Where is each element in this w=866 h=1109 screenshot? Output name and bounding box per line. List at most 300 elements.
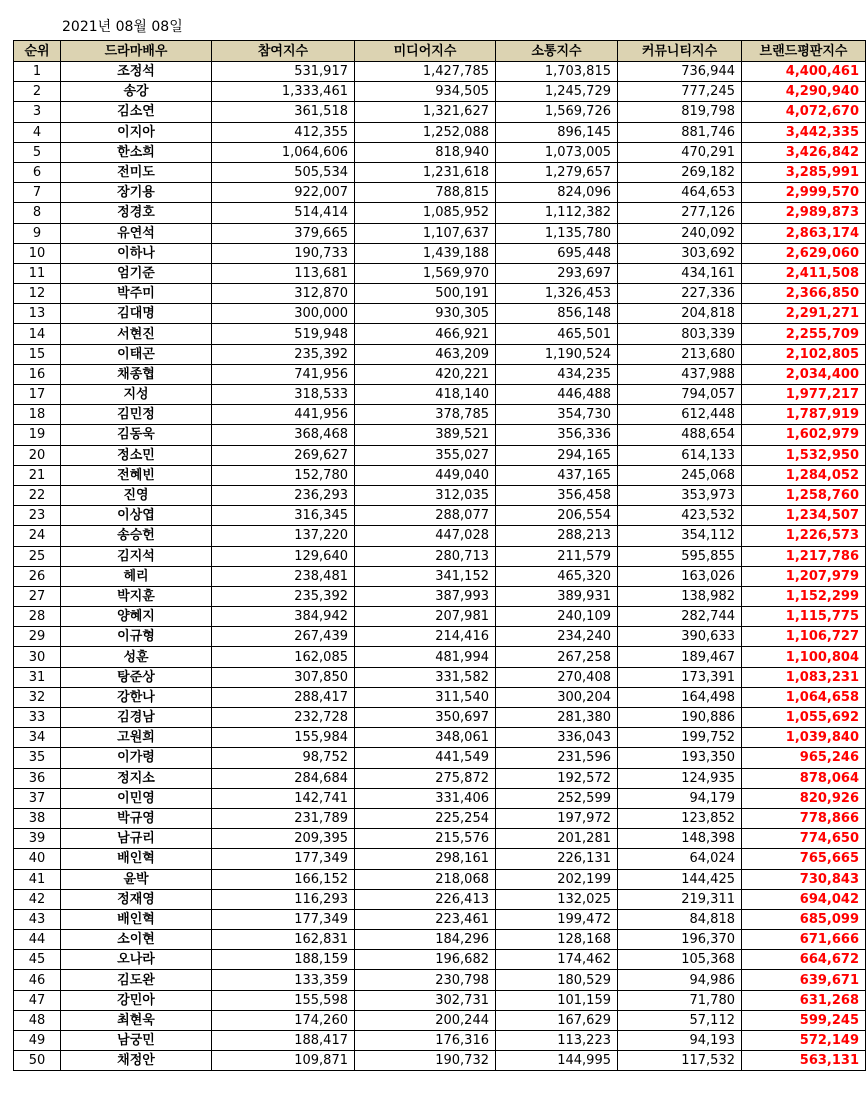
media-cell: 788,815	[355, 183, 496, 203]
community-cell: 736,944	[618, 62, 742, 82]
participation-cell: 235,392	[212, 586, 355, 606]
table-row	[14, 162, 866, 182]
brand-index-cell: 2,863,174	[742, 223, 866, 243]
rank-cell: 14	[14, 324, 61, 344]
brand-index-cell: 1,532,950	[742, 445, 866, 465]
table-row	[14, 243, 866, 263]
header-media: 미디어지수	[355, 41, 496, 62]
participation-cell: 412,355	[212, 122, 355, 142]
participation-cell: 384,942	[212, 607, 355, 627]
brand-index-cell: 664,672	[742, 950, 866, 970]
brand-index-cell: 820,926	[742, 788, 866, 808]
media-cell: 1,427,785	[355, 62, 496, 82]
communication-cell: 197,972	[496, 808, 618, 828]
communication-cell: 695,448	[496, 243, 618, 263]
brand-index-cell: 671,666	[742, 930, 866, 950]
table-row	[14, 768, 866, 788]
community-cell: 303,692	[618, 243, 742, 263]
media-cell: 348,061	[355, 728, 496, 748]
brand-index-cell: 1,787,919	[742, 405, 866, 425]
media-cell: 298,161	[355, 849, 496, 869]
table-row	[14, 183, 866, 203]
actor-name-cell: 송승헌	[61, 526, 212, 546]
rank-cell: 27	[14, 586, 61, 606]
rank-cell: 25	[14, 546, 61, 566]
participation-cell: 137,220	[212, 526, 355, 546]
communication-cell: 336,043	[496, 728, 618, 748]
rank-cell: 42	[14, 889, 61, 909]
media-cell: 275,872	[355, 768, 496, 788]
participation-cell: 1,333,461	[212, 82, 355, 102]
brand-index-cell: 774,650	[742, 829, 866, 849]
participation-cell: 235,392	[212, 344, 355, 364]
actor-name-cell: 김민정	[61, 405, 212, 425]
rank-cell: 9	[14, 223, 61, 243]
table-row	[14, 788, 866, 808]
rank-cell: 23	[14, 506, 61, 526]
communication-cell: 1,279,657	[496, 162, 618, 182]
communication-cell: 1,112,382	[496, 203, 618, 223]
table-row	[14, 829, 866, 849]
brand-index-cell: 563,131	[742, 1051, 866, 1071]
actor-name-cell: 김경남	[61, 708, 212, 728]
brand-index-cell: 4,400,461	[742, 62, 866, 82]
table-header-row	[14, 41, 866, 62]
community-cell: 117,532	[618, 1051, 742, 1071]
table-row	[14, 364, 866, 384]
brand-index-cell: 2,629,060	[742, 243, 866, 263]
communication-cell: 128,168	[496, 930, 618, 950]
communication-cell: 354,730	[496, 405, 618, 425]
brand-index-cell: 639,671	[742, 970, 866, 990]
community-cell: 227,336	[618, 284, 742, 304]
communication-cell: 389,931	[496, 586, 618, 606]
table-row	[14, 849, 866, 869]
participation-cell: 142,741	[212, 788, 355, 808]
communication-cell: 231,596	[496, 748, 618, 768]
rank-cell: 12	[14, 284, 61, 304]
communication-cell: 294,165	[496, 445, 618, 465]
communication-cell: 144,995	[496, 1051, 618, 1071]
table-row	[14, 869, 866, 889]
community-cell: 189,467	[618, 647, 742, 667]
community-cell: 148,398	[618, 829, 742, 849]
media-cell: 449,040	[355, 465, 496, 485]
actor-name-cell: 성훈	[61, 647, 212, 667]
community-cell: 164,498	[618, 687, 742, 707]
table-row	[14, 950, 866, 970]
brand-index-cell: 765,665	[742, 849, 866, 869]
header-brand-index: 브랜드평판지수	[742, 41, 866, 62]
table-row	[14, 62, 866, 82]
rank-cell: 11	[14, 263, 61, 283]
actor-name-cell: 채종협	[61, 364, 212, 384]
report-date: 2021년 08월 08일	[62, 19, 183, 35]
community-cell: 354,112	[618, 526, 742, 546]
communication-cell: 101,159	[496, 990, 618, 1010]
participation-cell: 505,534	[212, 162, 355, 182]
communication-cell: 465,320	[496, 566, 618, 586]
table-body	[14, 62, 866, 1071]
brand-index-cell: 1,226,573	[742, 526, 866, 546]
community-cell: 470,291	[618, 142, 742, 162]
participation-cell: 238,481	[212, 566, 355, 586]
brand-index-cell: 1,100,804	[742, 647, 866, 667]
media-cell: 1,439,188	[355, 243, 496, 263]
brand-index-cell: 2,034,400	[742, 364, 866, 384]
actor-name-cell: 채정안	[61, 1051, 212, 1071]
brand-index-cell: 1,977,217	[742, 385, 866, 405]
participation-cell: 741,956	[212, 364, 355, 384]
participation-cell: 231,789	[212, 808, 355, 828]
table-row	[14, 284, 866, 304]
communication-cell: 192,572	[496, 768, 618, 788]
participation-cell: 209,395	[212, 829, 355, 849]
brand-reputation-table	[13, 40, 866, 1071]
actor-name-cell: 이민영	[61, 788, 212, 808]
rank-cell: 35	[14, 748, 61, 768]
media-cell: 1,231,618	[355, 162, 496, 182]
actor-name-cell: 서현진	[61, 324, 212, 344]
participation-cell: 113,681	[212, 263, 355, 283]
participation-cell: 307,850	[212, 667, 355, 687]
actor-name-cell: 송강	[61, 82, 212, 102]
participation-cell: 514,414	[212, 203, 355, 223]
communication-cell: 356,458	[496, 485, 618, 505]
participation-cell: 116,293	[212, 889, 355, 909]
actor-name-cell: 남궁민	[61, 1031, 212, 1051]
rank-cell: 18	[14, 405, 61, 425]
rank-cell: 31	[14, 667, 61, 687]
table-row	[14, 728, 866, 748]
brand-index-cell: 965,246	[742, 748, 866, 768]
actor-name-cell: 전미도	[61, 162, 212, 182]
actor-name-cell: 김소연	[61, 102, 212, 122]
media-cell: 200,244	[355, 1010, 496, 1030]
actor-name-cell: 소이현	[61, 930, 212, 950]
rank-cell: 47	[14, 990, 61, 1010]
community-cell: 881,746	[618, 122, 742, 142]
brand-index-cell: 2,102,805	[742, 344, 866, 364]
actor-name-cell: 남규리	[61, 829, 212, 849]
media-cell: 226,413	[355, 889, 496, 909]
rank-cell: 7	[14, 183, 61, 203]
brand-index-cell: 1,258,760	[742, 485, 866, 505]
brand-index-cell: 4,072,670	[742, 102, 866, 122]
media-cell: 1,085,952	[355, 203, 496, 223]
brand-index-cell: 2,291,271	[742, 304, 866, 324]
rank-cell: 36	[14, 768, 61, 788]
participation-cell: 379,665	[212, 223, 355, 243]
rank-cell: 33	[14, 708, 61, 728]
media-cell: 288,077	[355, 506, 496, 526]
rank-cell: 40	[14, 849, 61, 869]
participation-cell: 188,159	[212, 950, 355, 970]
media-cell: 818,940	[355, 142, 496, 162]
rank-cell: 19	[14, 425, 61, 445]
media-cell: 466,921	[355, 324, 496, 344]
participation-cell: 190,733	[212, 243, 355, 263]
brand-index-cell: 3,285,991	[742, 162, 866, 182]
community-cell: 423,532	[618, 506, 742, 526]
media-cell: 176,316	[355, 1031, 496, 1051]
communication-cell: 1,073,005	[496, 142, 618, 162]
table-row	[14, 627, 866, 647]
rank-cell: 26	[14, 566, 61, 586]
brand-index-cell: 2,411,508	[742, 263, 866, 283]
community-cell: 105,368	[618, 950, 742, 970]
actor-name-cell: 탕준상	[61, 667, 212, 687]
table-row	[14, 203, 866, 223]
media-cell: 218,068	[355, 869, 496, 889]
actor-name-cell: 양혜지	[61, 607, 212, 627]
brand-index-cell: 1,083,231	[742, 667, 866, 687]
actor-name-cell: 엄기준	[61, 263, 212, 283]
brand-index-cell: 4,290,940	[742, 82, 866, 102]
actor-name-cell: 김대명	[61, 304, 212, 324]
media-cell: 420,221	[355, 364, 496, 384]
rank-cell: 43	[14, 909, 61, 929]
actor-name-cell: 강한나	[61, 687, 212, 707]
participation-cell: 152,780	[212, 465, 355, 485]
community-cell: 595,855	[618, 546, 742, 566]
brand-index-cell: 1,115,775	[742, 607, 866, 627]
participation-cell: 236,293	[212, 485, 355, 505]
table-row	[14, 748, 866, 768]
communication-cell: 270,408	[496, 667, 618, 687]
community-cell: 94,193	[618, 1031, 742, 1051]
community-cell: 269,182	[618, 162, 742, 182]
rank-cell: 21	[14, 465, 61, 485]
actor-name-cell: 정지소	[61, 768, 212, 788]
media-cell: 441,549	[355, 748, 496, 768]
table-row	[14, 647, 866, 667]
actor-name-cell: 이하나	[61, 243, 212, 263]
participation-cell: 155,984	[212, 728, 355, 748]
rank-cell: 13	[14, 304, 61, 324]
participation-cell: 922,007	[212, 183, 355, 203]
table-row	[14, 324, 866, 344]
media-cell: 312,035	[355, 485, 496, 505]
rank-cell: 1	[14, 62, 61, 82]
table-row	[14, 465, 866, 485]
brand-index-cell: 631,268	[742, 990, 866, 1010]
media-cell: 331,406	[355, 788, 496, 808]
table-row	[14, 122, 866, 142]
header-rank: 순위	[14, 41, 61, 62]
participation-cell: 318,533	[212, 385, 355, 405]
table-row	[14, 344, 866, 364]
rank-cell: 10	[14, 243, 61, 263]
table-row	[14, 566, 866, 586]
participation-cell: 109,871	[212, 1051, 355, 1071]
participation-cell: 368,468	[212, 425, 355, 445]
communication-cell: 281,380	[496, 708, 618, 728]
actor-name-cell: 장기용	[61, 183, 212, 203]
communication-cell: 240,109	[496, 607, 618, 627]
rank-cell: 37	[14, 788, 61, 808]
actor-name-cell: 정경호	[61, 203, 212, 223]
community-cell: 213,680	[618, 344, 742, 364]
communication-cell: 1,703,815	[496, 62, 618, 82]
community-cell: 488,654	[618, 425, 742, 445]
actor-name-cell: 정소민	[61, 445, 212, 465]
media-cell: 196,682	[355, 950, 496, 970]
participation-cell: 162,831	[212, 930, 355, 950]
rank-cell: 50	[14, 1051, 61, 1071]
table-row	[14, 425, 866, 445]
table-row	[14, 263, 866, 283]
media-cell: 447,028	[355, 526, 496, 546]
participation-cell: 531,917	[212, 62, 355, 82]
brand-index-cell: 3,426,842	[742, 142, 866, 162]
actor-name-cell: 고원희	[61, 728, 212, 748]
communication-cell: 211,579	[496, 546, 618, 566]
participation-cell: 288,417	[212, 687, 355, 707]
table-row	[14, 1051, 866, 1071]
participation-cell: 267,439	[212, 627, 355, 647]
actor-name-cell: 한소희	[61, 142, 212, 162]
participation-cell: 269,627	[212, 445, 355, 465]
media-cell: 311,540	[355, 687, 496, 707]
brand-index-cell: 1,152,299	[742, 586, 866, 606]
community-cell: 163,026	[618, 566, 742, 586]
table-row	[14, 526, 866, 546]
brand-index-cell: 2,366,850	[742, 284, 866, 304]
table-row	[14, 304, 866, 324]
communication-cell: 446,488	[496, 385, 618, 405]
community-cell: 437,988	[618, 364, 742, 384]
participation-cell: 316,345	[212, 506, 355, 526]
brand-index-cell: 1,217,786	[742, 546, 866, 566]
communication-cell: 300,204	[496, 687, 618, 707]
communication-cell: 174,462	[496, 950, 618, 970]
media-cell: 190,732	[355, 1051, 496, 1071]
communication-cell: 267,258	[496, 647, 618, 667]
actor-name-cell: 오나라	[61, 950, 212, 970]
actor-name-cell: 이규형	[61, 627, 212, 647]
header-actor: 드라마배우	[61, 41, 212, 62]
communication-cell: 1,135,780	[496, 223, 618, 243]
actor-name-cell: 김도완	[61, 970, 212, 990]
participation-cell: 519,948	[212, 324, 355, 344]
actor-name-cell: 김동욱	[61, 425, 212, 445]
media-cell: 1,252,088	[355, 122, 496, 142]
actor-name-cell: 지성	[61, 385, 212, 405]
media-cell: 500,191	[355, 284, 496, 304]
actor-name-cell: 박지훈	[61, 586, 212, 606]
brand-index-cell: 1,055,692	[742, 708, 866, 728]
brand-index-cell: 694,042	[742, 889, 866, 909]
brand-index-cell: 2,255,709	[742, 324, 866, 344]
table-row	[14, 405, 866, 425]
rank-cell: 30	[14, 647, 61, 667]
actor-name-cell: 배인혁	[61, 849, 212, 869]
community-cell: 277,126	[618, 203, 742, 223]
rank-cell: 38	[14, 808, 61, 828]
community-cell: 124,935	[618, 768, 742, 788]
communication-cell: 132,025	[496, 889, 618, 909]
actor-name-cell: 최현욱	[61, 1010, 212, 1030]
table-row	[14, 82, 866, 102]
media-cell: 214,416	[355, 627, 496, 647]
table-row	[14, 586, 866, 606]
rank-cell: 44	[14, 930, 61, 950]
brand-index-cell: 1,064,658	[742, 687, 866, 707]
brand-index-cell: 778,866	[742, 808, 866, 828]
table-row	[14, 708, 866, 728]
community-cell: 57,112	[618, 1010, 742, 1030]
participation-cell: 155,598	[212, 990, 355, 1010]
rank-cell: 34	[14, 728, 61, 748]
participation-cell: 162,085	[212, 647, 355, 667]
rank-cell: 15	[14, 344, 61, 364]
rank-cell: 17	[14, 385, 61, 405]
community-cell: 84,818	[618, 909, 742, 929]
communication-cell: 199,472	[496, 909, 618, 929]
rank-cell: 4	[14, 122, 61, 142]
media-cell: 934,505	[355, 82, 496, 102]
brand-index-cell: 1,106,727	[742, 627, 866, 647]
media-cell: 1,107,637	[355, 223, 496, 243]
rank-cell: 20	[14, 445, 61, 465]
communication-cell: 437,165	[496, 465, 618, 485]
community-cell: 819,798	[618, 102, 742, 122]
brand-index-cell: 2,989,873	[742, 203, 866, 223]
participation-cell: 177,349	[212, 909, 355, 929]
media-cell: 350,697	[355, 708, 496, 728]
communication-cell: 288,213	[496, 526, 618, 546]
actor-name-cell: 조정석	[61, 62, 212, 82]
communication-cell: 180,529	[496, 970, 618, 990]
actor-name-cell: 헤리	[61, 566, 212, 586]
table-row	[14, 889, 866, 909]
rank-cell: 29	[14, 627, 61, 647]
table-row	[14, 970, 866, 990]
actor-name-cell: 김지석	[61, 546, 212, 566]
community-cell: 94,986	[618, 970, 742, 990]
brand-index-cell: 572,149	[742, 1031, 866, 1051]
table-row	[14, 506, 866, 526]
header-community: 커뮤니티지수	[618, 41, 742, 62]
media-cell: 355,027	[355, 445, 496, 465]
rank-cell: 6	[14, 162, 61, 182]
actor-name-cell: 배인혁	[61, 909, 212, 929]
media-cell: 184,296	[355, 930, 496, 950]
media-cell: 207,981	[355, 607, 496, 627]
media-cell: 481,994	[355, 647, 496, 667]
media-cell: 331,582	[355, 667, 496, 687]
participation-cell: 174,260	[212, 1010, 355, 1030]
brand-index-cell: 599,245	[742, 1010, 866, 1030]
rank-cell: 28	[14, 607, 61, 627]
communication-cell: 1,190,524	[496, 344, 618, 364]
actor-name-cell: 이태곤	[61, 344, 212, 364]
communication-cell: 465,501	[496, 324, 618, 344]
table-row	[14, 667, 866, 687]
participation-cell: 1,064,606	[212, 142, 355, 162]
community-cell: 204,818	[618, 304, 742, 324]
rank-cell: 3	[14, 102, 61, 122]
rank-cell: 2	[14, 82, 61, 102]
participation-cell: 129,640	[212, 546, 355, 566]
communication-cell: 206,554	[496, 506, 618, 526]
brand-index-cell: 1,284,052	[742, 465, 866, 485]
communication-cell: 252,599	[496, 788, 618, 808]
rank-cell: 41	[14, 869, 61, 889]
rank-cell: 46	[14, 970, 61, 990]
actor-name-cell: 이지아	[61, 122, 212, 142]
